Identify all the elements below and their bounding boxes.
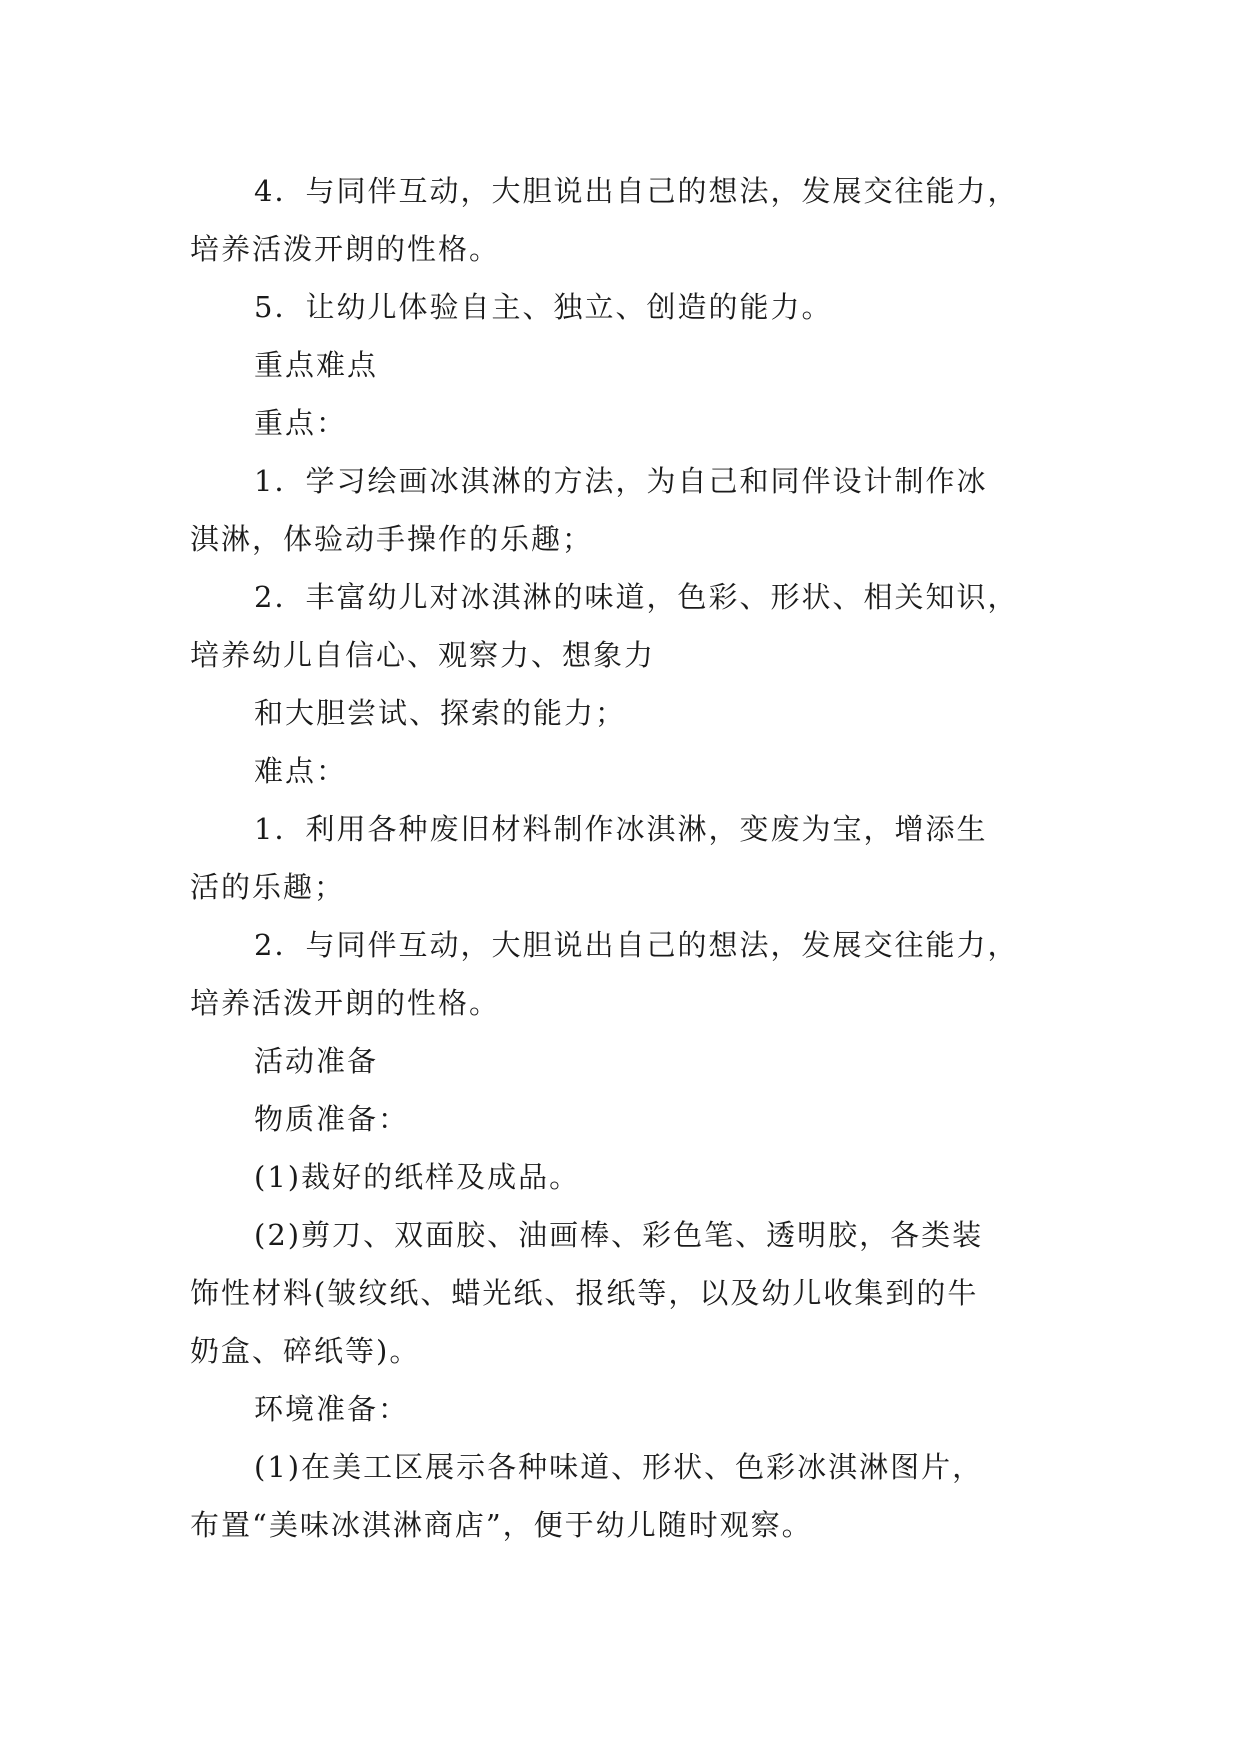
text-line: (1)在美工区展示各种味道、形状、色彩冰淇淋图片，	[254, 1450, 984, 1484]
body-text	[190, 162, 1075, 1554]
text-line: 重点难点	[254, 348, 379, 382]
text-line: 活动准备	[254, 1044, 379, 1078]
text-line: 物质准备：	[254, 1102, 410, 1136]
text-line: 培养活泼开朗的性格。	[190, 986, 501, 1020]
text-line: 1．利用各种废旧材料制作冰淇淋，变废为宝，增添生	[254, 812, 988, 846]
text-line: 重点：	[254, 406, 348, 440]
text-line: 4．与同伴互动，大胆说出自己的想法，发展交往能力，	[254, 174, 1019, 208]
text-line: 2．丰富幼儿对冰淇淋的味道，色彩、形状、相关知识，	[254, 580, 1019, 614]
text-line: 布置“美味冰淇淋商店”，便于幼儿随时观察。	[190, 1508, 813, 1542]
text-line: 饰性材料(皱纹纸、蜡光纸、报纸等，以及幼儿收集到的牛	[190, 1276, 979, 1310]
text-line: 2．与同伴互动，大胆说出自己的想法，发展交往能力，	[254, 928, 1019, 962]
text-line: 培养幼儿自信心、观察力、想象力	[190, 638, 656, 672]
text-line: (2)剪刀、双面胶、油画棒、彩色笔、透明胶，各类装	[254, 1218, 984, 1252]
text-line: 淇淋，体验动手操作的乐趣；	[190, 522, 594, 556]
text-line: 和大胆尝试、探索的能力；	[254, 696, 627, 730]
text-line: 5．让幼儿体验自主、独立、创造的能力。	[254, 290, 833, 324]
text-line: 奶盒、碎纸等)。	[190, 1334, 421, 1368]
text-line: 1．学习绘画冰淇淋的方法，为自己和同伴设计制作冰	[254, 464, 988, 498]
text-line: 活的乐趣；	[190, 870, 346, 904]
text-line: 环境准备：	[254, 1392, 410, 1426]
text-line: 培养活泼开朗的性格。	[190, 232, 501, 266]
text-line: 难点：	[254, 754, 348, 788]
text-line: (1)裁好的纸样及成品。	[254, 1160, 581, 1194]
